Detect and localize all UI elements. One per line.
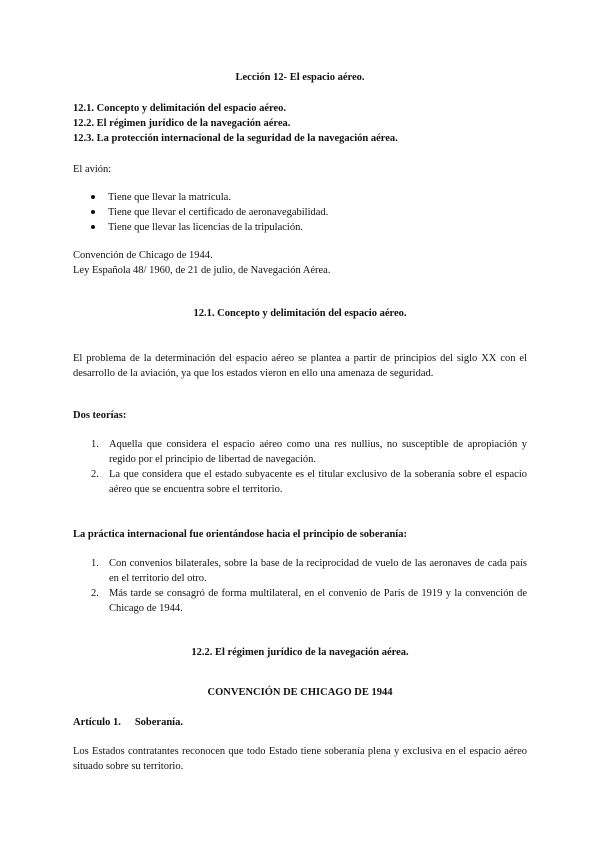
list-item: 2. Más tarde se consagró de forma multilateral, en el convenio de París de 1919 y la convención de Chicago de 1944. [91,588,527,614]
article-heading [73,715,183,730]
section-title: 12.1. Concepto y delimitación del espacio aéreo. [193,308,407,319]
avion-list [91,190,531,235]
list-item: Tiene que llevar la matrícula. [91,190,531,205]
avion-label: El avión: [73,164,112,175]
reference-line: Convención de Chicago de 1944. [73,250,213,261]
bullet-icon [91,195,95,199]
lesson-title: Lección 12- El espacio aéreo. [235,72,365,83]
article-name: Soberanía. [134,717,183,728]
table-of-contents [73,101,533,146]
convention-title: CONVENCIÓN DE CHICAGO DE 1944 [207,687,393,698]
section1-paragraph: El problema de la determinación del espacio aéreo se plantea a partir de principios del siglo XX con el desarrollo de la aviación, ya que los estados vieron en ello una amenaza de seguridad. [73,353,527,379]
list-item: Tiene que llevar el certificado de aeronavegabilidad. [91,205,531,220]
list-item: Tiene que llevar las licencias de la tripulación. [91,220,531,235]
article-number: Artículo 1. [73,717,121,728]
section-title: 12.2. El régimen jurídico de la navegación aérea. [191,647,409,658]
list-item: 1. Con convenios bilaterales, sobre la base de la reciprocidad de vuelo de las aeronaves de cada país en el territorio del otro. [91,558,527,584]
toc-item: 12.2. El régimen jurídico de la navegación aérea. [73,118,291,129]
theories-list [91,437,527,497]
bullet-icon [91,225,95,229]
references [73,248,533,278]
article1-text: Los Estados contratantes reconocen que todo Estado tiene soberanía plena y exclusiva en el espacio aéreo situado sobre su territorio. [73,746,527,772]
toc-item: 12.3. La protección internacional de la seguridad de la navegación aérea. [73,133,398,144]
toc-item: 12.1. Concepto y delimitación del espacio aéreo. [73,103,286,114]
theories-title: Dos teorías: [73,410,127,421]
bullet-icon [91,210,95,214]
list-item: 1. Aquella que considera el espacio aéreo como una res nullius, no susceptible de apropiación y regido por el principio de libertad de navegación. [91,439,527,465]
list-item: 2. La que considera que el estado subyacente es el titular exclusivo de la soberanía sobre el espacio aéreo que se encuentra sobre el territorio. [91,469,527,495]
practice-list [91,556,527,616]
reference-line: Ley Española 48/ 1960, de 21 de julio, de Navegación Aérea. [73,265,331,276]
practice-title: La práctica internacional fue orientándose hacia el principio de soberanía: [73,529,407,540]
